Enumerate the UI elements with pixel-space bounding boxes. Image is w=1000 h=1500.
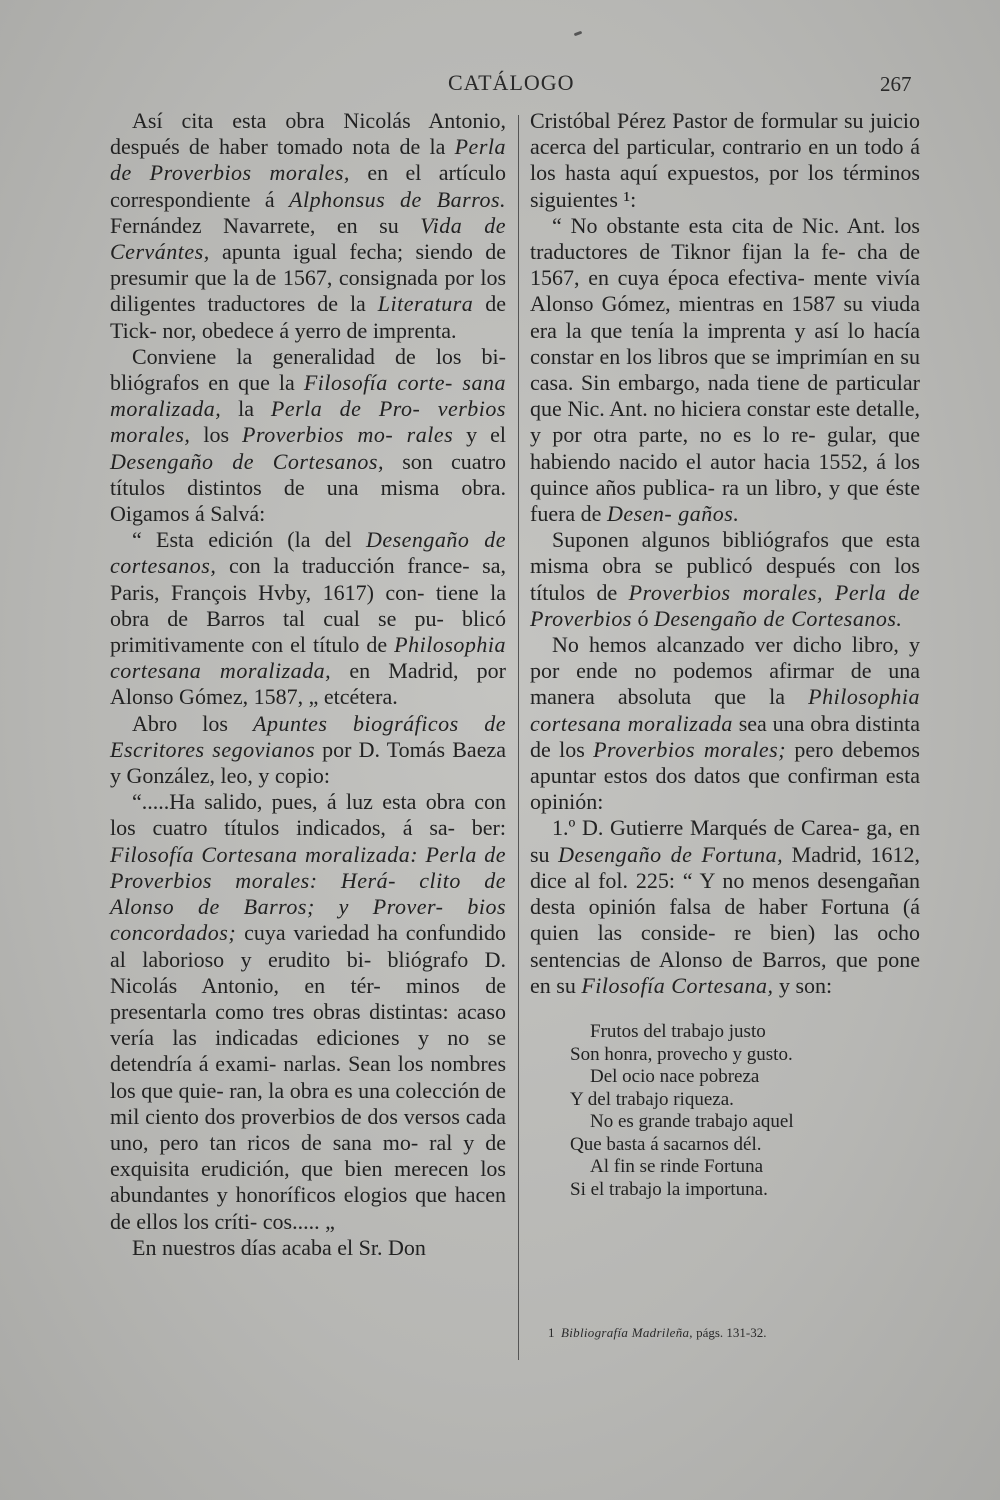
quotation: “.....Ha salido, pues, á luz esta obra con los cuatro títulos indicados, á sa- ber: Filosofía Cortesana moralizada: Perla de Proverbios morales: Herá- clito de Alonso de Barros; y Prover- bios concordados; cuya variedad ha confundido al laborioso y erudito bi- bliógrafo D. Nicolás Antonio, en tér- minos de presentarla como tres obras distintas: acaso vería las indicadas ediciones y no se detendría á exami- narlas. Sean los nombres los que quie- ran, la obra es una colección de mil ciento dos proverbios de dos versos cada uno, pero tan ricos de sana mo- ral y de exquisita erudición, que bien merecen los abundantes y honoríficos elogios que hacen de ellos los críti- cos..... „ (110, 789, 506, 1234)
verse-line: Que basta á sacarnos dél. (570, 1133, 762, 1155)
verse-line: Del ocio nace pobreza (590, 1066, 760, 1088)
quotation: “ No obstante esta cita de Nic. Ant. los traductores de Tiknor fijan la fe- cha de 1567, en cuya época efectiva- mente vivía Alonso Gómez, mientras en 1587 su viuda era la que tenía la imprenta y así lo hacía constar en los libros que se imprimían en su casa. Sin embargo, nada tiene de particular que Nic. Ant. no hiciera constar este detalle, y por otra parte, no es lo re- gular, que habiendo nacido el autor hacia 1552, á los quince años publica- ra un libro, y que éste fuera de Desen- gaños. (530, 212, 920, 527)
paragraph: Así cita esta obra Nicolás Antonio, después de haber tomado nota de la Perla de Proverbios morales, en el artículo correspondiente á Alphonsus de Barros. Fernández Navarrete, en su Vida de Cervántes, apunta igual fecha; siendo de presumir que la de 1567, consignada por los diligentes traductores de la Literatura de Tick- nor, obedece á yerro de imprenta. (110, 108, 507, 343)
verse-line: Son honra, provecho y gusto. (570, 1043, 793, 1065)
ink-speck (574, 31, 583, 37)
verse-line: No es grande trabajo aquel (590, 1111, 794, 1133)
paragraph: No hemos alcanzado ver dicho libro, y por ende no podemos afirmar de una manera absoluta que la Philosophia cortesana moralizada sea una obra distinta de los Proverbios morales; pero debemos apuntar estos dos datos que confirman esta opinión: (530, 632, 920, 815)
running-head: CATÁLOGO (448, 70, 575, 95)
left-column (110, 108, 506, 1261)
paragraph: Cristóbal Pérez Pastor de formular su juicio acerca del particular, contrario en un todo á los hasta aquí expuestos, por los términos siguientes ¹: (530, 108, 920, 212)
quotation: “ Esta edición (la del Desengaño de cortesanos, con la traducción france- sa, Paris, François Hvby, 1617) con- tiene la obra de Barros tal cual se pu- blicó primitivamente con el título de Philosophia cortesana moralizada, en Madrid, por Alonso Gómez, 1587, „ etcétera. (110, 527, 507, 710)
paragraph: En nuestros días acaba el Sr. Don (132, 1234, 426, 1260)
footnote-number: 1 (548, 1325, 555, 1340)
verse-block (570, 1021, 920, 1202)
footnote-pages: págs. 131-32. (692, 1325, 767, 1340)
verse-line: Frutos del trabajo justo (590, 1020, 766, 1042)
verse-line: Al fin se rinde Fortuna (590, 1156, 764, 1178)
paragraph: Abro los Apuntes biográficos de Escritores segovianos por D. Tomás Baeza y González, leo, y copio: (110, 710, 506, 789)
verse-line: Si el trabajo la importuna. (570, 1179, 768, 1201)
footnote (548, 1325, 767, 1341)
paragraph: Conviene la generalidad de los bi- bliógrafos en que la Filosofía corte- sana moralizada, la Perla de Pro- verbios morales, los Proverbios mo- rales y el Desengaño de Cortesanos, son cuatro títulos distintos de una misma obra. Oigamos á Salvá: (110, 343, 507, 527)
verse-line: Y del trabajo riqueza. (570, 1088, 734, 1110)
column-rule (518, 115, 519, 1360)
right-column (530, 108, 920, 1202)
paragraph: Suponen algunos bibliógrafos que esta misma obra se publicó después con los títulos de Proverbios morales, Perla de Proverbios ó Desengaño de Cortesanos. (530, 527, 920, 631)
paragraph: 1.º D. Gutierre Marqués de Carea- ga, en su Desengaño de Fortuna, Madrid, 1612, dice al fol. 225: “ Y no menos desengañan desta opinión falsa de haber Fortuna (á quien las conside- re bien) las ocho sentencias de Alonso de Barros, que pone en su Filosofía Cortesana, y son: (530, 815, 920, 998)
footnote-title: Bibliografía Madrileña, (561, 1325, 693, 1340)
page-number: 267 (880, 72, 912, 96)
